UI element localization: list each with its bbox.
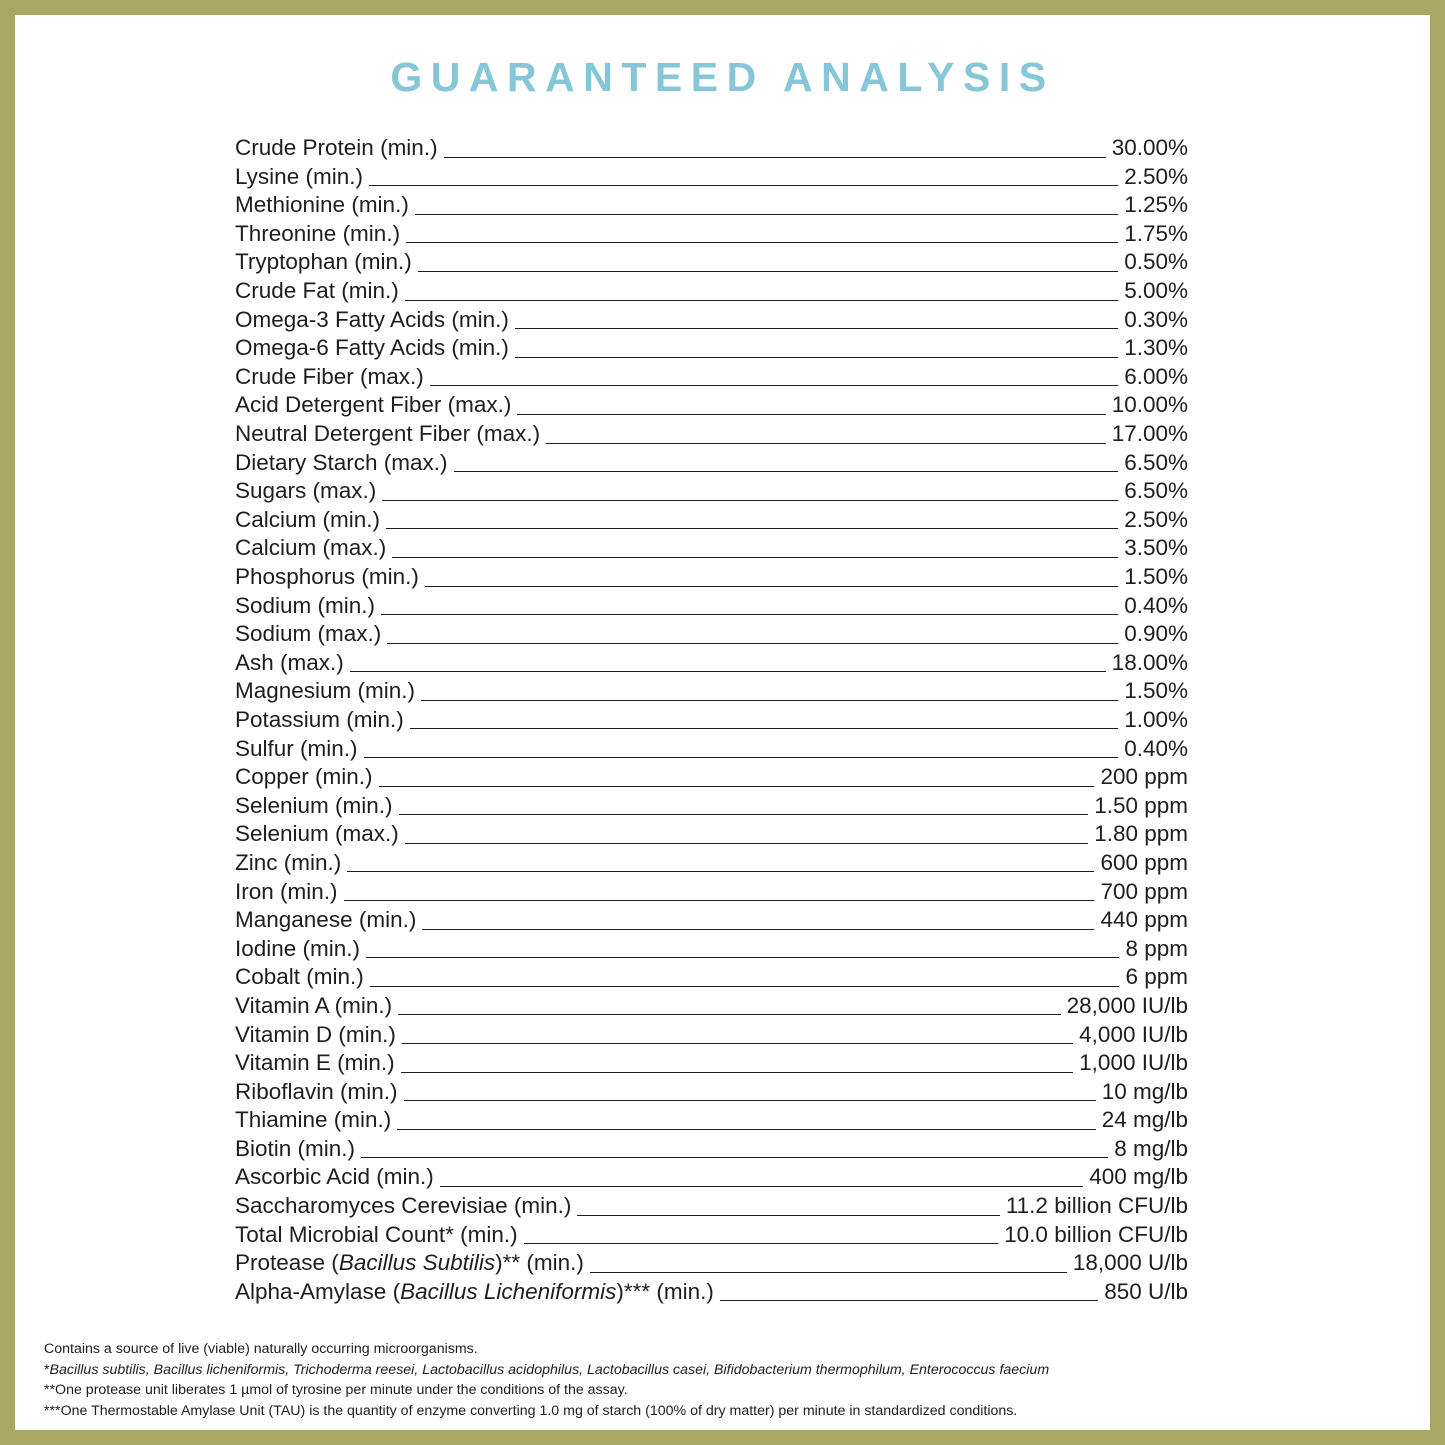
nutrient-value: 200 ppm bbox=[1100, 764, 1188, 790]
nutrient-label-prefix: Protease ( bbox=[235, 1250, 339, 1276]
analysis-row bbox=[235, 760, 1188, 789]
analysis-row bbox=[235, 188, 1188, 217]
leader-line bbox=[399, 813, 1089, 815]
nutrient-value: 8 mg/lb bbox=[1114, 1135, 1188, 1161]
leader-line bbox=[454, 470, 1119, 472]
nutrient-value: 2.50% bbox=[1124, 506, 1188, 532]
nutrient-value: 18,000 U/lb bbox=[1072, 1250, 1188, 1276]
analysis-row bbox=[235, 160, 1188, 189]
leader-line bbox=[418, 270, 1118, 272]
nutrient-value: 1,000 IU/lb bbox=[1079, 1050, 1188, 1076]
nutrient-label-species: Bacillus Licheniformis bbox=[400, 1278, 617, 1304]
leader-line bbox=[364, 756, 1119, 758]
nutrient-value: 6 ppm bbox=[1125, 964, 1188, 990]
leader-line bbox=[405, 299, 1118, 301]
nutrient-value: 18.00% bbox=[1111, 649, 1188, 675]
nutrient-label: Iodine (min.) bbox=[235, 935, 361, 961]
nutrient-value: 850 U/lb bbox=[1104, 1278, 1188, 1304]
leader-line bbox=[430, 384, 1118, 386]
analysis-row bbox=[235, 960, 1188, 989]
nutrient-label: Total Microbial Count* (min.) bbox=[235, 1221, 518, 1247]
nutrient-label: Thiamine (min.) bbox=[235, 1107, 392, 1133]
nutrient-value: 1.50 ppm bbox=[1094, 792, 1188, 818]
nutrient-value: 440 ppm bbox=[1100, 907, 1188, 933]
nutrient-label: Neutral Detergent Fiber (max.) bbox=[235, 421, 541, 447]
nutrient-label: Cobalt (min.) bbox=[235, 964, 364, 990]
leader-line bbox=[517, 413, 1105, 415]
leader-line bbox=[379, 785, 1095, 787]
analysis-row bbox=[235, 1103, 1188, 1132]
nutrient-value: 0.40% bbox=[1124, 592, 1188, 618]
nutrient-label: Manganese (min.) bbox=[235, 907, 417, 933]
nutrient-label-suffix: )** (min.) bbox=[495, 1250, 584, 1276]
nutrient-label: Dietary Starch (max.) bbox=[235, 449, 448, 475]
nutrient-label: Sulfur (min.) bbox=[235, 735, 358, 761]
analysis-row bbox=[235, 217, 1188, 246]
leader-line bbox=[347, 870, 1094, 872]
nutrient-value: 17.00% bbox=[1111, 421, 1188, 447]
nutrient-label: Biotin (min.) bbox=[235, 1135, 356, 1161]
nutrient-value: 8 ppm bbox=[1125, 935, 1188, 961]
nutrient-value: 30.00% bbox=[1111, 135, 1188, 161]
analysis-row bbox=[235, 1246, 1188, 1275]
page-title: GUARANTEED ANALYSIS bbox=[390, 54, 1055, 100]
leader-line bbox=[392, 556, 1118, 558]
leader-line bbox=[350, 670, 1106, 672]
nutrient-label: Calcium (max.) bbox=[235, 535, 387, 561]
leader-line bbox=[386, 527, 1118, 529]
leader-line bbox=[577, 1214, 999, 1216]
nutrient-value: 700 ppm bbox=[1100, 878, 1188, 904]
nutrient-label-prefix: Alpha-Amylase ( bbox=[235, 1278, 401, 1304]
leader-line bbox=[524, 1242, 999, 1244]
nutrient-label: Calcium (min.) bbox=[235, 506, 381, 532]
nutrient-label: Vitamin D (min.) bbox=[235, 1021, 396, 1047]
leader-line bbox=[370, 985, 1120, 987]
footnote-marker: * bbox=[44, 1361, 50, 1378]
leader-line bbox=[397, 1128, 1095, 1130]
nutrient-label-species: Bacillus Subtilis bbox=[338, 1250, 496, 1276]
leader-line bbox=[387, 642, 1118, 644]
nutrient-value: 1.75% bbox=[1124, 220, 1188, 246]
nutrient-value: 600 ppm bbox=[1100, 849, 1188, 875]
analysis-row bbox=[235, 846, 1188, 875]
analysis-row bbox=[235, 360, 1188, 389]
analysis-row bbox=[235, 789, 1188, 818]
analysis-row bbox=[235, 131, 1188, 160]
nutrient-label: Copper (min.) bbox=[235, 764, 373, 790]
leader-line bbox=[402, 1042, 1073, 1044]
nutrient-label: Potassium (min.) bbox=[235, 706, 404, 732]
nutrient-label: Ascorbic Acid (min.) bbox=[235, 1164, 434, 1190]
analysis-row bbox=[235, 1275, 1188, 1304]
nutrient-label: Crude Fat (min.) bbox=[235, 278, 399, 304]
nutrient-value: 2.50% bbox=[1124, 163, 1188, 189]
analysis-row bbox=[235, 589, 1188, 618]
footnote-protease-unit: **One protease unit liberates 1 µmol of tyrosine per minute under the conditions of the assay. bbox=[44, 1382, 628, 1399]
footnotes bbox=[44, 1339, 1414, 1421]
leader-line bbox=[410, 727, 1118, 729]
leader-line bbox=[366, 956, 1119, 958]
nutrient-label: Ash (max.) bbox=[235, 649, 344, 675]
leader-line bbox=[404, 1099, 1096, 1101]
footnote-organisms: Bacillus subtilis, Bacillus licheniformis, Trichoderma reesei, Lactobacillus acidophilus, Lactobacillus casei, Bifidobacterium thermophilum, Enterococcus faecium bbox=[49, 1361, 1050, 1378]
nutrient-label: Omega-6 Fatty Acids (min.) bbox=[235, 335, 509, 361]
analysis-row bbox=[235, 874, 1188, 903]
leader-line bbox=[381, 613, 1118, 615]
analysis-row bbox=[235, 388, 1188, 417]
nutrient-value: 0.50% bbox=[1124, 249, 1188, 275]
nutrient-value: 0.90% bbox=[1124, 621, 1188, 647]
nutrient-label: Vitamin E (min.) bbox=[235, 1050, 395, 1076]
leader-line bbox=[720, 1299, 1098, 1301]
nutrient-value: 400 mg/lb bbox=[1089, 1164, 1188, 1190]
analysis-row bbox=[235, 731, 1188, 760]
nutrient-value: 10 mg/lb bbox=[1101, 1078, 1188, 1104]
nutrient-value: 6.50% bbox=[1124, 478, 1188, 504]
leader-line bbox=[361, 1156, 1108, 1158]
footnote-microorganism-list bbox=[44, 1360, 1414, 1381]
nutrient-label-suffix: )*** (min.) bbox=[616, 1278, 714, 1304]
nutrient-value: 11.2 billion CFU/lb bbox=[1005, 1193, 1188, 1219]
nutrient-label: Lysine (min.) bbox=[235, 163, 363, 189]
leader-line bbox=[401, 1071, 1074, 1073]
analysis-row bbox=[235, 1075, 1188, 1104]
analysis-row bbox=[235, 646, 1188, 675]
nutrient-value: 0.40% bbox=[1124, 735, 1188, 761]
nutrient-label: Riboflavin (min.) bbox=[235, 1078, 398, 1104]
footnote-amylase-unit: ***One Thermostable Amylase Unit (TAU) is the quantity of enzyme converting 1.0 mg of starch (100% of dry matter) per minute in standardized conditions. bbox=[44, 1402, 1018, 1419]
analysis-row bbox=[235, 474, 1188, 503]
analysis-row bbox=[235, 817, 1188, 846]
analysis-row bbox=[235, 932, 1188, 961]
nutrient-label: Threonine (min.) bbox=[235, 220, 401, 246]
nutrient-value: 1.00% bbox=[1124, 706, 1188, 732]
leader-line bbox=[425, 585, 1118, 587]
nutrient-label: Tryptophan (min.) bbox=[235, 249, 412, 275]
nutrient-value: 5.00% bbox=[1124, 278, 1188, 304]
nutrient-label bbox=[235, 1252, 584, 1275]
leader-line bbox=[515, 356, 1118, 358]
leader-line bbox=[369, 184, 1118, 186]
nutrient-label: Crude Fiber (max.) bbox=[235, 363, 424, 389]
analysis-row bbox=[235, 245, 1188, 274]
leader-line bbox=[444, 156, 1106, 158]
analysis-panel bbox=[15, 15, 1430, 1430]
nutrient-value: 6.00% bbox=[1124, 363, 1188, 389]
nutrient-value: 28,000 IU/lb bbox=[1066, 992, 1188, 1018]
analysis-row bbox=[235, 989, 1188, 1018]
nutrient-value: 1.50% bbox=[1124, 678, 1188, 704]
analysis-row bbox=[235, 1218, 1188, 1247]
leader-line bbox=[415, 213, 1118, 215]
analysis-row bbox=[235, 274, 1188, 303]
analysis-row bbox=[235, 1046, 1188, 1075]
analysis-row bbox=[235, 903, 1188, 932]
leader-line bbox=[406, 241, 1118, 243]
nutrient-label: Vitamin A (min.) bbox=[235, 992, 393, 1018]
nutrient-label: Selenium (min.) bbox=[235, 792, 393, 818]
nutrient-value: 10.0 billion CFU/lb bbox=[1004, 1221, 1188, 1247]
nutrient-label: Magnesium (min.) bbox=[235, 678, 416, 704]
nutrient-label: Omega-3 Fatty Acids (min.) bbox=[235, 306, 509, 332]
analysis-row bbox=[235, 617, 1188, 646]
nutrient-label: Selenium (max.) bbox=[235, 821, 399, 847]
nutrient-value: 4,000 IU/lb bbox=[1079, 1021, 1188, 1047]
nutrient-label: Saccharomyces Cerevisiae (min.) bbox=[235, 1193, 572, 1219]
analysis-row bbox=[235, 503, 1188, 532]
nutrient-label: Sodium (min.) bbox=[235, 592, 376, 618]
nutrient-label: Zinc (min.) bbox=[235, 849, 342, 875]
nutrient-value: 1.50% bbox=[1124, 564, 1188, 589]
nutrient-value: 0.30% bbox=[1124, 306, 1188, 332]
analysis-row bbox=[235, 1132, 1188, 1161]
leader-line bbox=[398, 1013, 1061, 1015]
analysis-row bbox=[235, 1189, 1188, 1218]
nutrient-label: Methionine (min.) bbox=[235, 192, 409, 218]
analysis-row bbox=[235, 1160, 1188, 1189]
nutrient-label: Phosphorus (min.) bbox=[235, 564, 419, 589]
footnote-live-organisms: Contains a source of live (viable) naturally occurring microorganisms. bbox=[44, 1341, 478, 1357]
nutrient-value: 1.25% bbox=[1124, 192, 1188, 218]
analysis-row bbox=[235, 446, 1188, 475]
nutrient-label bbox=[235, 1278, 714, 1304]
leader-line bbox=[590, 1271, 1067, 1273]
analysis-row bbox=[235, 417, 1188, 446]
leader-line bbox=[546, 442, 1106, 444]
nutrient-value: 10.00% bbox=[1111, 392, 1188, 418]
leader-line bbox=[440, 1185, 1083, 1187]
analysis-row bbox=[235, 331, 1188, 360]
leader-line bbox=[515, 327, 1118, 329]
analysis-row bbox=[235, 1017, 1188, 1046]
nutrient-label: Sugars (max.) bbox=[235, 478, 377, 504]
leader-line bbox=[421, 699, 1118, 701]
analysis-table bbox=[235, 131, 1188, 1303]
analysis-row bbox=[235, 303, 1188, 332]
nutrient-value: 3.50% bbox=[1124, 535, 1188, 561]
analysis-row bbox=[235, 560, 1188, 589]
nutrient-label: Iron (min.) bbox=[235, 878, 338, 904]
nutrient-label: Crude Protein (min.) bbox=[235, 135, 438, 161]
leader-line bbox=[422, 928, 1094, 930]
nutrient-value: 24 mg/lb bbox=[1101, 1107, 1188, 1133]
leader-line bbox=[382, 499, 1118, 501]
nutrient-value: 6.50% bbox=[1124, 449, 1188, 475]
nutrient-value: 1.30% bbox=[1124, 335, 1188, 361]
analysis-row bbox=[235, 703, 1188, 732]
nutrient-label: Sodium (max.) bbox=[235, 621, 382, 647]
leader-line bbox=[405, 842, 1088, 844]
nutrient-value: 1.80 ppm bbox=[1094, 821, 1188, 847]
leader-line bbox=[344, 899, 1095, 901]
nutrient-label: Acid Detergent Fiber (max.) bbox=[235, 392, 512, 418]
analysis-row bbox=[235, 531, 1188, 560]
analysis-row bbox=[235, 674, 1188, 703]
